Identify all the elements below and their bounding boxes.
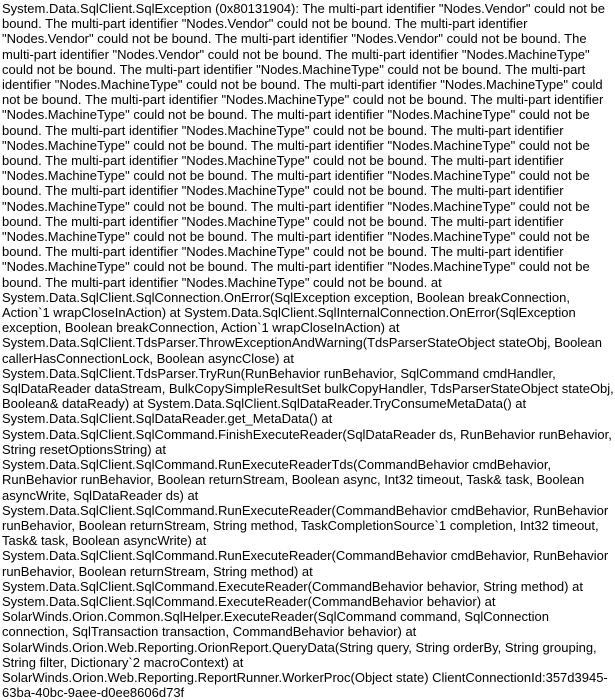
- exception-text: System.Data.SqlClient.SqlException (0x80131904): The multi-part identifier "Nodes.Vendor" could not be bound. The multi-part identifier "Nodes.Vendor" could not be bound. The multi-part identifier "Nodes.Vendor" could not be bound. The multi-part identifier "Nodes.Vendor" could not be bound. The multi-part identifier "Nodes.Vendor" could not be bound. The multi-part identifier "Nodes.MachineType" could not be bound. The multi-part identifier "Nodes.MachineType" could not be bound. The multi-part identifier "Nodes.MachineType" could not be bound. The multi-part identifier "Nodes.MachineType" could not be bound. The multi-part identifier "Nodes.MachineType" could not be bound. The multi-part identifier "Nodes.MachineType" could not be bound. The multi-part identifier "Nodes.MachineType" could not be bound. The multi-part identifier "Nodes.MachineType" could not be bound. The multi-part identifier "Nodes.MachineType" could not be bound. The multi-part identifier "Nodes.MachineType" could not be bound. The multi-part identifier "Nodes.MachineType" could not be bound. The multi-part identifier "Nodes.MachineType" could not be bound. The multi-part identifier "Nodes.MachineType" could not be bound. The multi-part identifier "Nodes.MachineType" could not be bound. The multi-part identifier "Nodes.MachineType" could not be bound. The multi-part identifier "Nodes.MachineType" could not be bound. The multi-part identifier "Nodes.MachineType" could not be bound. The multi-part identifier "Nodes.MachineType" could not be bound. The multi-part identifier "Nodes.MachineType" could not be bound. The multi-part identifier "Nodes.MachineType" could not be bound. The multi-part identifier "Nodes.MachineType" could not be bound. The multi-part identifier "Nodes.MachineType" could not be bound. The multi-part identifier "Nodes.MachineType" could not be bound. at System.Data.SqlClient.SqlConnection.OnError(SqlException exception, Boolean breakConnection, Action`1 wrapCloseInAction) at System.Data.SqlClient.SqlInternalConnection.OnError(SqlException exception, Boolean breakConnection, Action`1 wrapCloseInAction) at System.Data.SqlClient.TdsParser.ThrowExceptionAndWarning(TdsParserStateObject stateObj, Boolean callerHasConnectionLock, Boolean asyncClose) at System.Data.SqlClient.TdsParser.TryRun(RunBehavior runBehavior, SqlCommand cmdHandler, SqlDataReader dataStream, BulkCopySimpleResultSet bulkCopyHandler, TdsParserStateObject stateObj, Boolean& dataReady) at System.Data.SqlClient.SqlDataReader.TryConsumeMetaData() at System.Data.SqlClient.SqlDataReader.get_MetaData() at System.Data.SqlClient.SqlCommand.FinishExecuteReader(SqlDataReader ds, RunBehavior runBehavior, String resetOptionsString) at System.Data.SqlClient.SqlCommand.RunExecuteReaderTds(CommandBehavior cmdBehavior, RunBehavior runBehavior, Boolean returnStream, Boolean async, Int32 timeout, Task& task, Boolean asyncWrite, SqlDataReader ds) at System.Data.SqlClient.SqlCommand.RunExecuteReader(CommandBehavior cmdBehavior, RunBehavior runBehavior, Boolean returnStream, String method, TaskCompletionSource`1 completion, Int32 timeout, Task& task, Boolean asyncWrite) at System.Data.SqlClient.SqlCommand.RunExecuteReader(CommandBehavior cmdBehavior, RunBehavior runBehavior, Boolean returnStream, String method) at System.Data.SqlClient.SqlCommand.ExecuteReader(CommandBehavior behavior, String method) at System.Data.SqlClient.SqlCommand.ExecuteReader(CommandBehavior behavior) at SolarWinds.Orion.Common.SqlHelper.ExecuteReader(SqlCommand command, SqlConnection connection, SqlTransaction transaction, CommandBehavior behavior) at SolarWinds.Orion.Web.Reporting.OrionReport.QueryData(String query, String orderBy, String grouping, String filter, Dictionary`2 macroContext) at SolarWinds.Orion.Web.Reporting.ReportRunner.WorkerProc(Object state) ClientConnectionId:357d3945-63ba-40bc-9aee-d0ee8606d73f: [2, 1, 614, 700]
